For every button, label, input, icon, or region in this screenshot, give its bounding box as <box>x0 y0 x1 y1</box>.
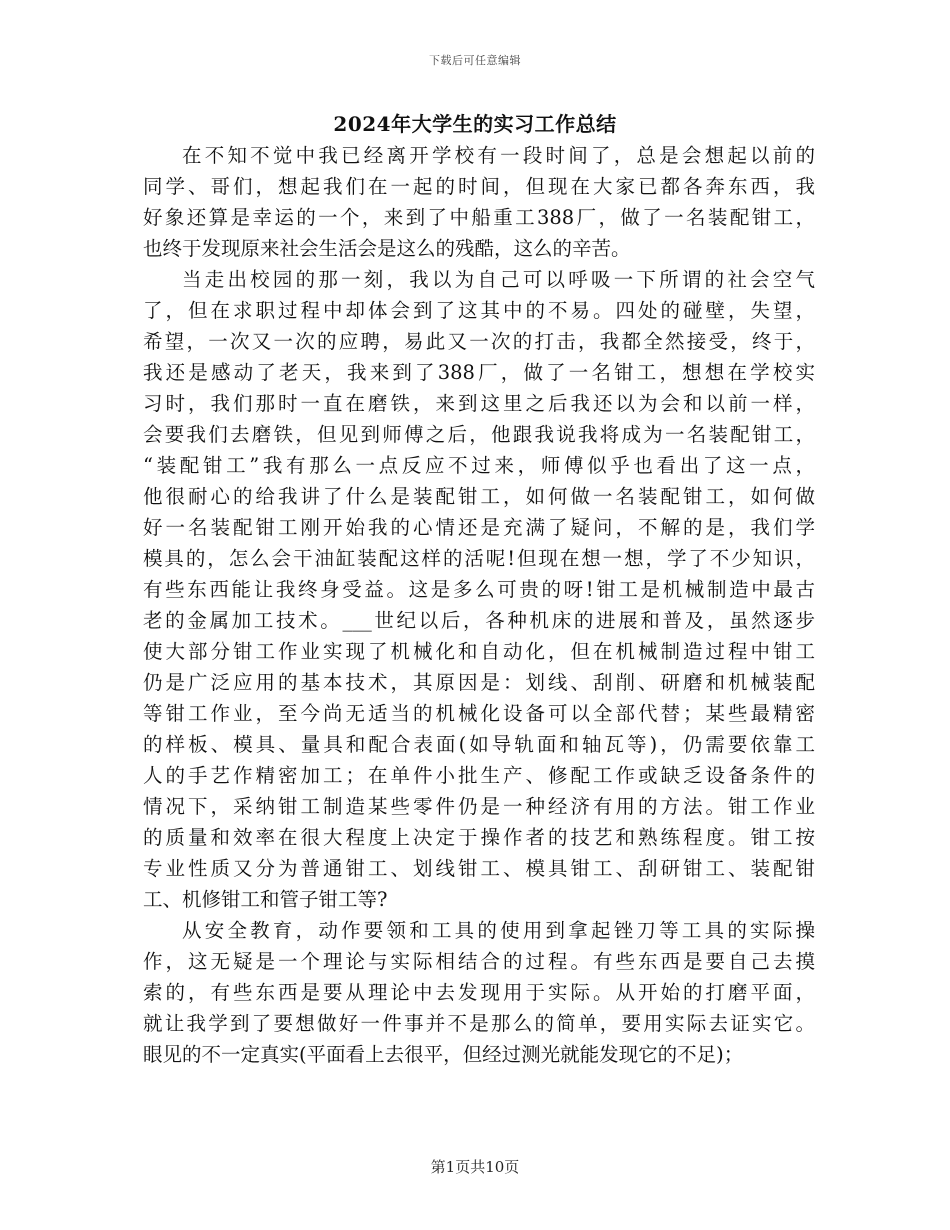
text-line: 仍是广泛应用的基本技术，其原因是：划线、刮削、研磨和机械装配 <box>143 671 815 694</box>
paragraph <box>143 915 815 1070</box>
text-line: 使大部分钳工作业实现了机械化和自动化，但在机械制造过程中钳工 <box>143 640 815 663</box>
text-line: 索的，有些东西是要从理论中去发现用于实际。从开始的打磨平面， <box>143 981 815 1004</box>
text-line: 人的手艺作精密加工；在单件小批生产、修配工作或缺乏设备条件的 <box>143 764 815 787</box>
text-line: 好象还算是幸运的一个，来到了中船重工388厂，做了一名装配钳工， <box>143 206 815 229</box>
text-line: 在不知不觉中我已经离开学校有一段时间了，总是会想起以前的 <box>182 144 815 167</box>
page-footer: 第1页共10页 <box>430 1158 520 1176</box>
text-line: 的样板、模具、量具和配合表面(如导轨面和轴瓦等)，仍需要依靠工 <box>143 733 815 756</box>
text-line: 会要我们去磨铁，但见到师傅之后，他跟我说我将成为一名装配钳工， <box>143 423 815 446</box>
paragraph <box>143 140 815 264</box>
text-line: 好一名装配钳工刚开始我的心情还是充满了疑问，不解的是，我们学 <box>143 516 815 539</box>
paragraph <box>143 264 815 915</box>
text-line: 等钳工作业，至今尚无适当的机械化设备可以全部代替；某些最精密 <box>143 702 815 725</box>
text-line: 习时，我们那时一直在磨铁，来到这里之后我还以为会和以前一样， <box>143 392 815 415</box>
text-line: 当走出校园的那一刻，我以为自己可以呼吸一下所谓的社会空气 <box>182 268 815 291</box>
text-line: 有些东西能让我终身受益。这是多么可贵的呀!钳工是机械制造中最古 <box>143 578 815 601</box>
text-line: 的质量和效率在很大程度上决定于操作者的技艺和熟练程度。钳工按 <box>143 826 815 849</box>
text-line: 他很耐心的给我讲了什么是装配钳工，如何做一名装配钳工，如何做 <box>143 485 815 508</box>
page-header: 下载后可任意编辑 <box>429 54 521 67</box>
text-line: 就让我学到了要想做好一件事并不是那么的简单，要用实际去证实它。 <box>143 1012 815 1035</box>
document-title: 2024年大学生的实习工作总结 <box>333 112 617 136</box>
text-line: “装配钳工”我有那么一点反应不过来，师傅似乎也看出了这一点， <box>143 454 815 477</box>
text-line: 老的金属加工技术。___世纪以后，各种机床的进展和普及，虽然逐步 <box>143 609 815 632</box>
text-line: 同学、哥们，想起我们在一起的时间，但现在大家已都各奔东西，我 <box>143 175 815 198</box>
text-line: 专业性质又分为普通钳工、划线钳工、模具钳工、刮研钳工、装配钳 <box>143 857 815 880</box>
text-line: 从安全教育，动作要领和工具的使用到拿起锉刀等工具的实际操 <box>182 919 815 942</box>
text-line: 作，这无疑是一个理论与实际相结合的过程。有些东西是要自己去摸 <box>143 950 815 973</box>
text-line: 眼见的不一定真实(平面看上去很平，但经过测光就能发现它的不足)； <box>143 1043 744 1066</box>
text-line: 模具的，怎么会干油缸装配这样的活呢!但现在想一想，学了不少知识， <box>143 547 815 570</box>
document-body <box>143 140 815 1070</box>
text-line: 我还是感动了老天，我来到了388厂，做了一名钳工，想想在学校实 <box>143 361 815 384</box>
text-line: 工、机修钳工和管子钳工等? <box>143 888 388 911</box>
text-line: 希望，一次又一次的应聘，易此又一次的打击，我都全然接受，终于， <box>143 330 815 353</box>
text-line: 情况下，采纳钳工制造某些零件仍是一种经济有用的方法。钳工作业 <box>143 795 815 818</box>
text-line: 了，但在求职过程中却体会到了这其中的不易。四处的碰壁，失望， <box>143 299 815 322</box>
text-line: 也终于发现原来社会生活会是这么的残酷，这么的辛苦。 <box>143 237 631 260</box>
